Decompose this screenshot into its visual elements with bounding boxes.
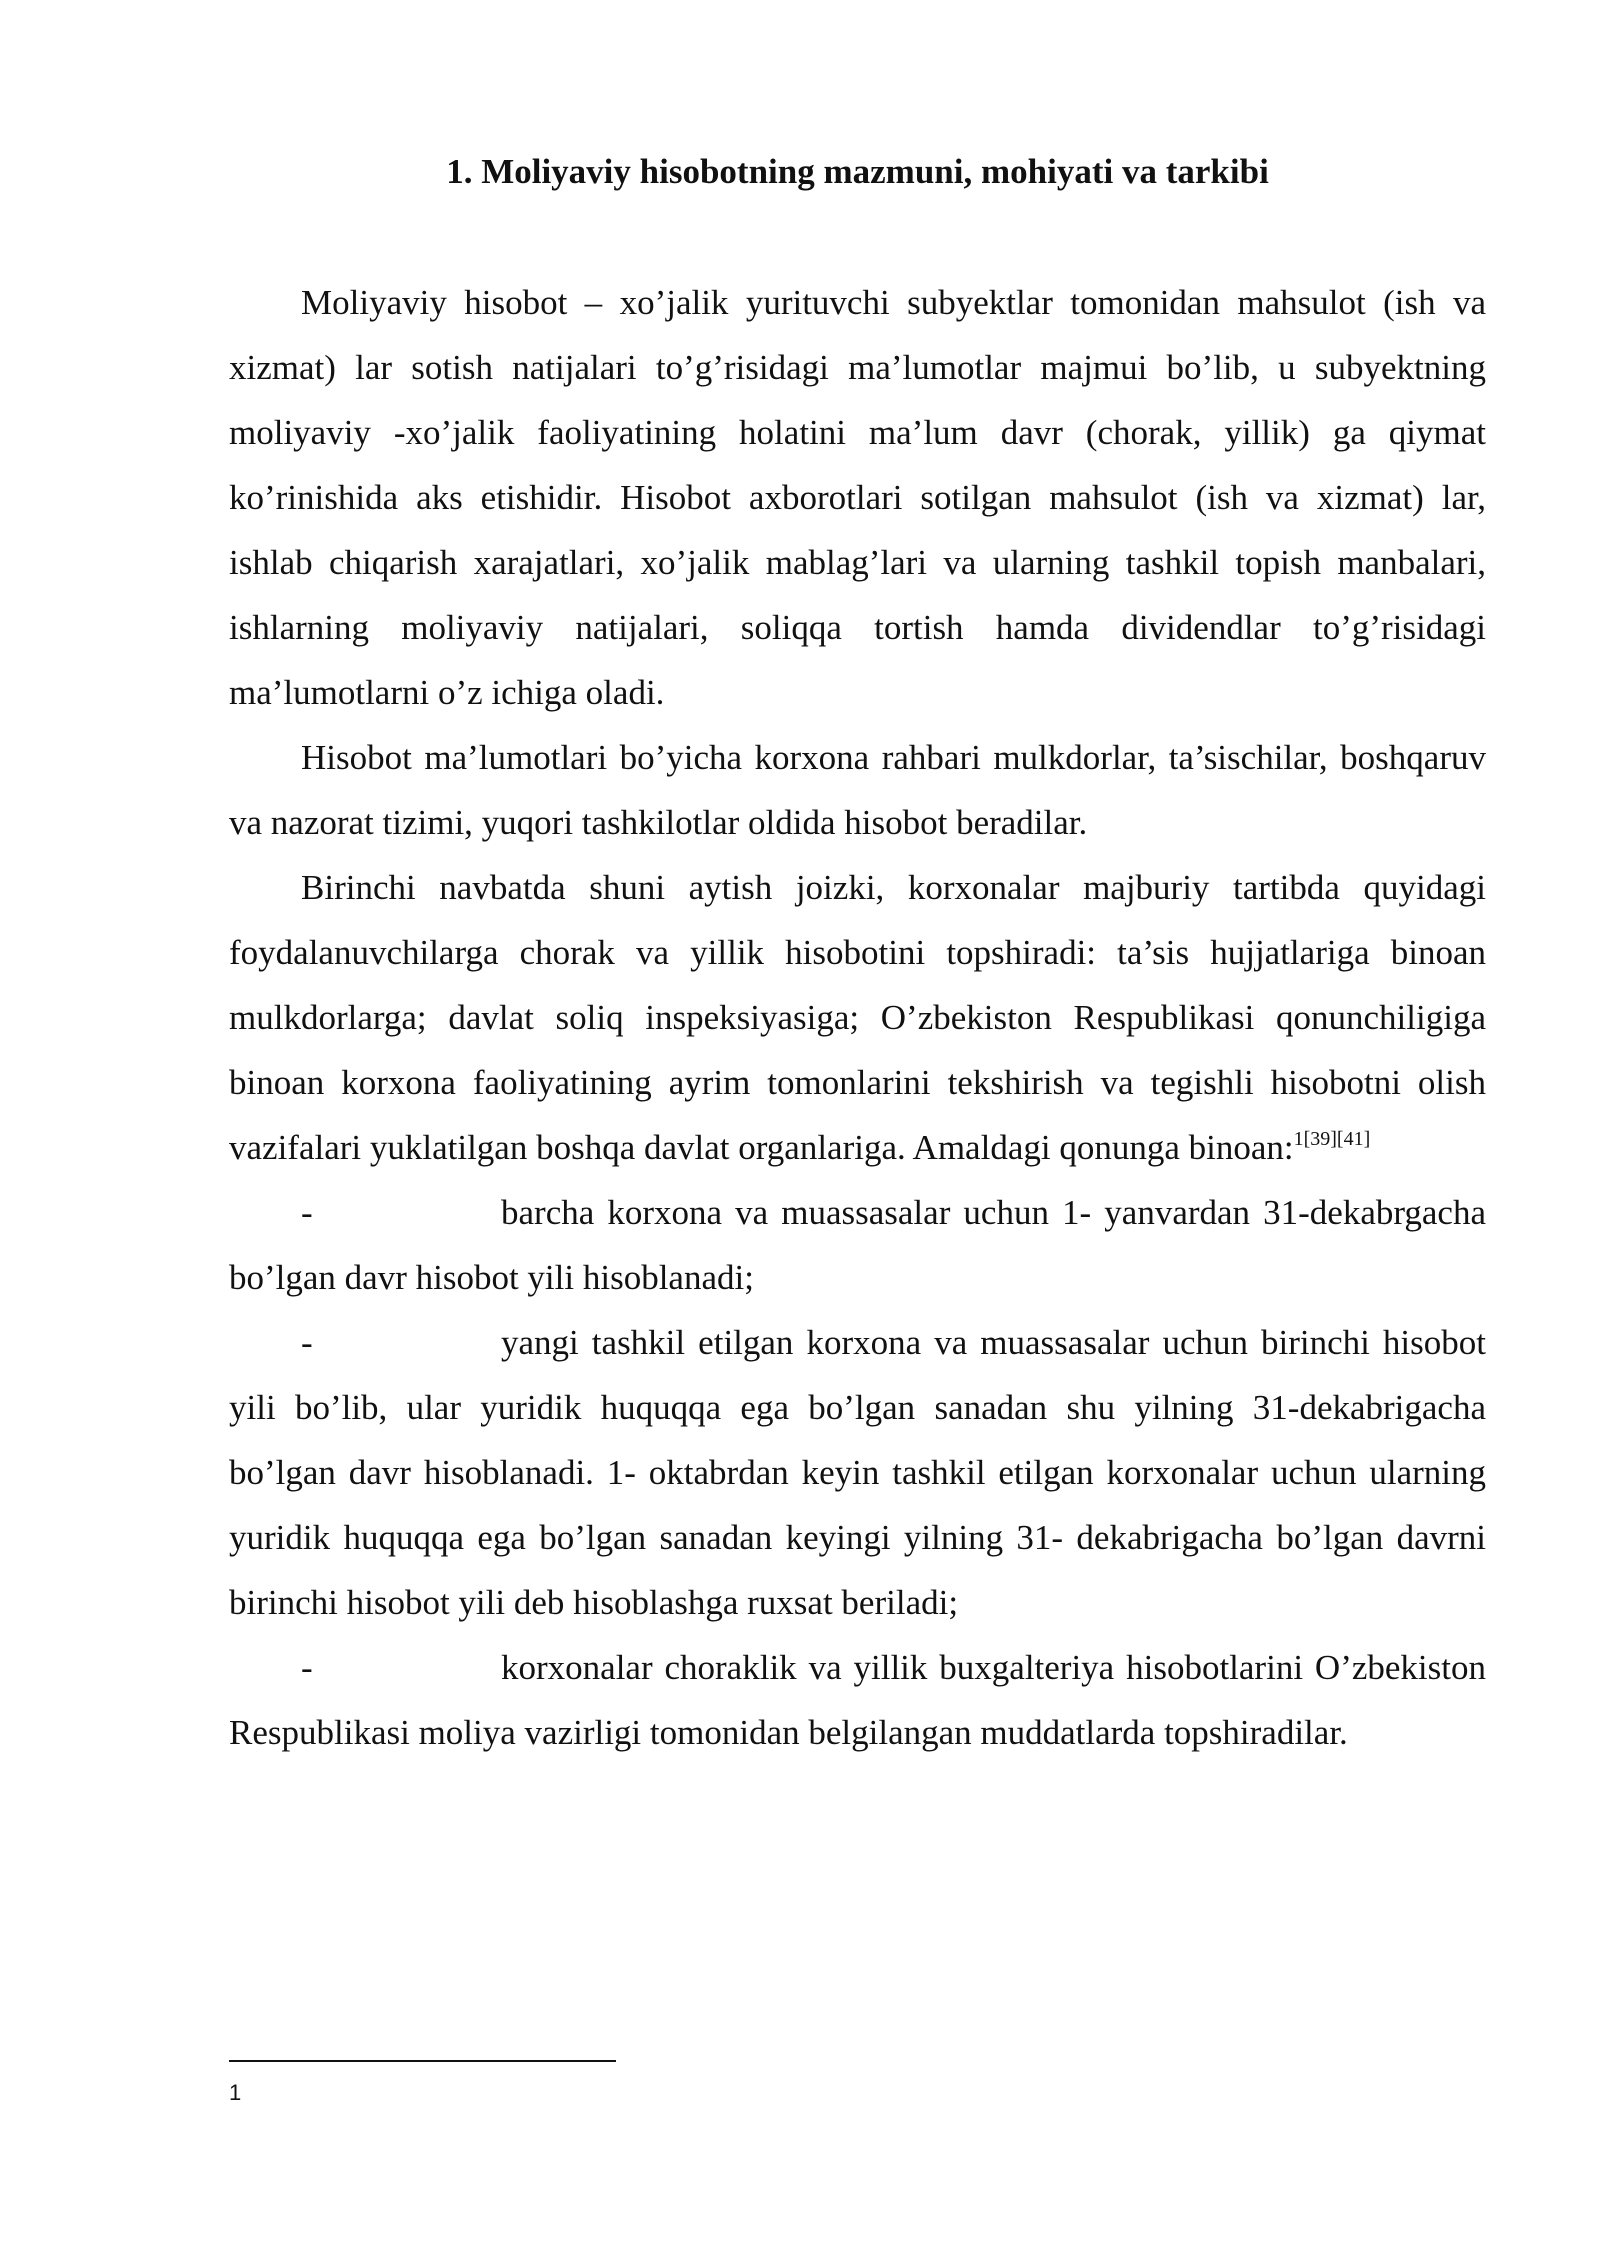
footnote-divider <box>229 2060 616 2062</box>
paragraph-users-text: Birinchi navbatda shuni aytish joizki, korxonalar majburiy tartibda quyidagi foydalanuvchilarga chorak va yillik hisobotini topshiradi: ta’sis hujjatlariga binoan mulkdorlarga; davlat soliq inspeksiyasiga; O’zbekiston Respublikasi qonunchiligiga binoan korxona faoliyatining ayrim tomonlarini tekshirish va tegishli hisobotni olish vazifalari yuklatilgan boshqa davlat organlariga. Amaldagi qonunga binoan: <box>229 868 1486 1167</box>
paragraph-reporting: Hisobot ma’lumotlari bo’yicha korxona rahbari mulkdorlar, ta’sischilar, boshqaruv va nazorat tizimi, yuqori tashkilotlar oldida hisobot beradilar. <box>229 738 1486 842</box>
list-bullet: - <box>301 1648 313 1687</box>
list-item <box>229 1635 1486 1765</box>
list-bullet: - <box>301 1323 313 1362</box>
list-item-text: yangi tashkil etilgan korxona va muassasalar uchun birinchi hisobot yili bo’lib, ular yuridik huquqqa ega bo’lgan sanadan shu yilning 31-dekabrigacha bo’lgan davr hisoblanadi. 1- oktabrdan keyin tashkil etilgan korxonalar uchun ularning yuridik huquqqa ega bo’lgan sanadan keyingi yilning 31- dekabrigacha bo’lgan davrni birinchi hisobot yili deb hisoblashga ruxsat beriladi; <box>229 1323 1486 1622</box>
document-body <box>229 270 1486 1765</box>
paragraph-definition: Moliyaviy hisobot – xo’jalik yurituvchi subyektlar tomonidan mahsulot (ish va xizmat) lar sotish natijalari to’g’risidagi ma’lumotlar majmui bo’lib, u subyektning moliyaviy -xo’jalik faoliyatining holatini ma’lum davr (chorak, yillik) ga qiymat ko’rinishida aks etishidir. Hisobot axborotlari sotilgan mahsulot (ish va xizmat) lar, ishlab chiqarish xarajatlari, xo’jalik mablag’lari va ularning tashkil topish manbalari, ishlarning moliyaviy natijalari, soliqqa tortish hamda dividendlar to’g’risidagi ma’lumotlarni o’z ichiga oladi. <box>229 283 1486 712</box>
list-item-text: korxonalar choraklik va yillik buxgalteriya hisobotlarini O’zbekiston Respublikasi moliya vazirligi tomonidan belgilangan muddatlarda topshiradilar. <box>229 1648 1486 1752</box>
footnote-reference[interactable]: 1[39][41] <box>1293 1128 1371 1150</box>
footnote-number: 1 <box>229 2080 242 2105</box>
list-item <box>229 1180 1486 1310</box>
paragraph-users <box>229 855 1486 1180</box>
list-item <box>229 1310 1486 1635</box>
list-bullet: - <box>301 1193 313 1232</box>
list-item-text: barcha korxona va muassasalar uchun 1- yanvardan 31-dekabrgacha bo’lgan davr hisobot yili hisoblanadi; <box>229 1193 1486 1297</box>
page-title: 1. Moliyaviy hisobotning mazmuni, mohiyati va tarkibi <box>446 152 1269 191</box>
